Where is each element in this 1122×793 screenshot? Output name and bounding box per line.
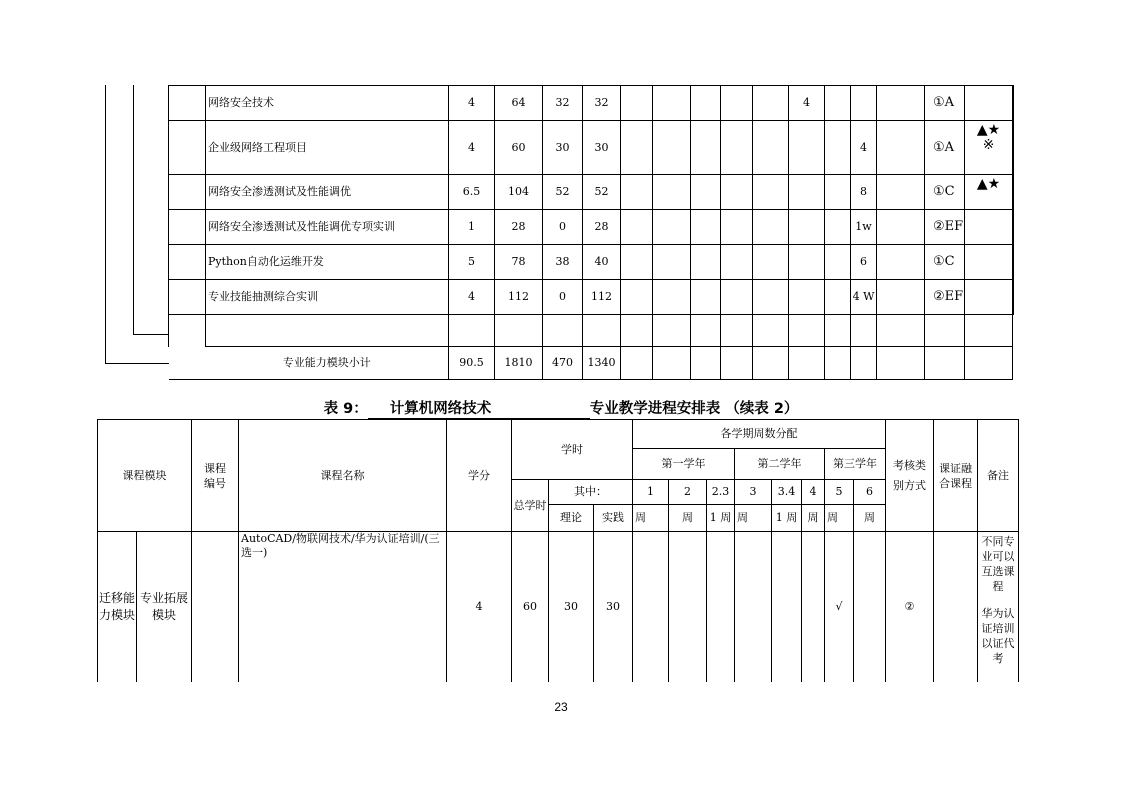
course-name: Python自动化运维开发 (206, 245, 449, 280)
cell-sem-5: 1w (851, 210, 877, 245)
header-sem-6: 6 (854, 480, 886, 505)
cell-practice: 40 (583, 245, 621, 280)
header-total-hours: 总学时 (512, 480, 549, 532)
cell-cert (965, 245, 1013, 280)
table-bottom-border (105, 363, 169, 364)
row-exam: ② (886, 532, 934, 683)
cell-credit: 4 (449, 121, 495, 175)
header-sem-4: 4 (802, 480, 825, 505)
cell-credit: 4 (449, 86, 495, 121)
cell-credit: 5 (449, 245, 495, 280)
header-weeks-dist: 各学期周数分配 (633, 420, 886, 449)
cell-sem-4 (789, 175, 825, 210)
cell-sem-4 (789, 121, 825, 175)
course-name: 企业级网络工程项目 (206, 121, 449, 175)
cell-total: 28 (495, 210, 543, 245)
cell-credit: 6.5 (449, 175, 495, 210)
row-sem5-mark: √ (825, 532, 854, 683)
row-remarks (978, 532, 1019, 683)
header-sem-3-4: 3.4 (772, 480, 802, 505)
cell-sem-5: 4 (851, 121, 877, 175)
cell-cert (965, 280, 1013, 315)
cell-cert (965, 210, 1013, 245)
cell-exam: ①A (925, 121, 965, 175)
header-theory: 理论 (549, 505, 594, 532)
cell-cert (965, 86, 1013, 121)
cell-sem-5 (851, 86, 877, 121)
cell-total: 64 (495, 86, 543, 121)
cell-exam: ①A (925, 86, 965, 121)
cell-total: 78 (495, 245, 543, 280)
week-unit-3: 周 (735, 505, 772, 532)
bracket-line-outer (133, 85, 134, 335)
cell-practice: 32 (583, 86, 621, 121)
course-name: 网络安全渗透测试及性能调优 (206, 175, 449, 210)
cell-theory: 0 (543, 210, 583, 245)
cell-sem-4 (789, 280, 825, 315)
header-year1: 第一学年 (633, 449, 735, 480)
title-major: 计算机网络技术 (368, 397, 590, 419)
cell-total: 60 (495, 121, 543, 175)
header-credit: 学分 (447, 420, 512, 532)
cell-practice: 30 (583, 121, 621, 175)
cell-sem-4: 4 (789, 86, 825, 121)
header-hours: 学时 (512, 420, 633, 480)
week-unit-2-3: 1 周 (707, 505, 735, 532)
row-credit: 4 (447, 532, 512, 683)
header-sem-2: 2 (669, 480, 707, 505)
subtotal-total: 1810 (495, 347, 543, 380)
table-title (0, 397, 1122, 419)
header-sem-1: 1 (633, 480, 669, 505)
cell-exam: ②EF (925, 280, 965, 315)
cell-sem-5: 4 W (851, 280, 877, 315)
row-code (192, 532, 239, 683)
bracket-line-bottom (133, 334, 169, 335)
row-module: 迁移能力模块 (98, 532, 137, 683)
cell-theory: 0 (543, 280, 583, 315)
course-name: 网络安全技术 (206, 86, 449, 121)
cell-cert: ▲★ (965, 175, 1013, 210)
cell-credit: 4 (449, 280, 495, 315)
cell-exam: ①C (925, 245, 965, 280)
header-sem-3: 3 (735, 480, 772, 505)
table-row (169, 210, 1014, 245)
table-row-empty (169, 315, 1014, 347)
header-remarks: 备注 (978, 420, 1019, 532)
subtotal-theory: 470 (543, 347, 583, 380)
remark-1: 不同专业可以互选课程 (981, 535, 1015, 593)
cell-theory: 32 (543, 86, 583, 121)
cell-sem-5: 8 (851, 175, 877, 210)
row-practice: 30 (594, 532, 633, 683)
header-code: 课程编号 (192, 420, 239, 532)
course-table-top (168, 85, 1014, 380)
cell-exam: ②EF (925, 210, 965, 245)
cell-practice: 52 (583, 175, 621, 210)
cell-credit: 1 (449, 210, 495, 245)
course-name: 专业技能抽测综合实训 (206, 280, 449, 315)
header-exam-type: 考核类别方式 (886, 420, 934, 532)
row-theory: 30 (549, 532, 594, 683)
table-row (169, 86, 1014, 121)
course-table-bottom (97, 419, 1019, 682)
cell-practice: 28 (583, 210, 621, 245)
cell-sem-4 (789, 245, 825, 280)
header-module: 课程模块 (98, 420, 192, 532)
table-row (169, 175, 1014, 210)
week-unit-2: 周 (669, 505, 707, 532)
subtotal-credit: 90.5 (449, 347, 495, 380)
row-total: 60 (512, 532, 549, 683)
header-of-which: 其中： (549, 480, 633, 505)
page-number: 23 (554, 700, 568, 714)
cell-exam: ①C (925, 175, 965, 210)
row-submodule: 专业拓展模块 (137, 532, 192, 683)
week-unit-5: 周 (825, 505, 854, 532)
cell-total: 104 (495, 175, 543, 210)
header-cert-course: 课证融合课程 (934, 420, 978, 532)
header-year2: 第二学年 (735, 449, 825, 480)
week-unit-3-4: 1 周 (772, 505, 802, 532)
subtotal-label: 专业能力模块小计 (206, 347, 449, 380)
cell-cert: ▲★ ※ (965, 121, 1013, 175)
cell-theory: 52 (543, 175, 583, 210)
cell-practice: 112 (583, 280, 621, 315)
week-unit-6: 周 (854, 505, 886, 532)
row-course-name: AutoCAD/物联网技术/华为认证培训/(三选一) (239, 532, 447, 683)
cell-sem-5: 6 (851, 245, 877, 280)
table-row (169, 245, 1014, 280)
title-prefix: 表 9： (323, 401, 368, 417)
header-practice: 实践 (594, 505, 633, 532)
subtotal-practice: 1340 (583, 347, 621, 380)
cell-theory: 30 (543, 121, 583, 175)
week-unit-4: 周 (802, 505, 825, 532)
cell-sem-4 (789, 210, 825, 245)
table-left-border (105, 85, 106, 364)
header-sem-5: 5 (825, 480, 854, 505)
header-name: 课程名称 (239, 420, 447, 532)
header-year3: 第三学年 (825, 449, 886, 480)
table-row (169, 280, 1014, 315)
remark-2: 华为认证培训以证代考 (981, 607, 1015, 665)
week-unit-1: 周 (633, 505, 669, 532)
course-name: 网络安全渗透测试及性能调优专项实训 (206, 210, 449, 245)
cell-theory: 38 (543, 245, 583, 280)
table-row (169, 121, 1014, 175)
header-sem-2-3: 2.3 (707, 480, 735, 505)
title-suffix: 专业教学进程安排表 （续表 2） (589, 401, 799, 417)
cell-total: 112 (495, 280, 543, 315)
